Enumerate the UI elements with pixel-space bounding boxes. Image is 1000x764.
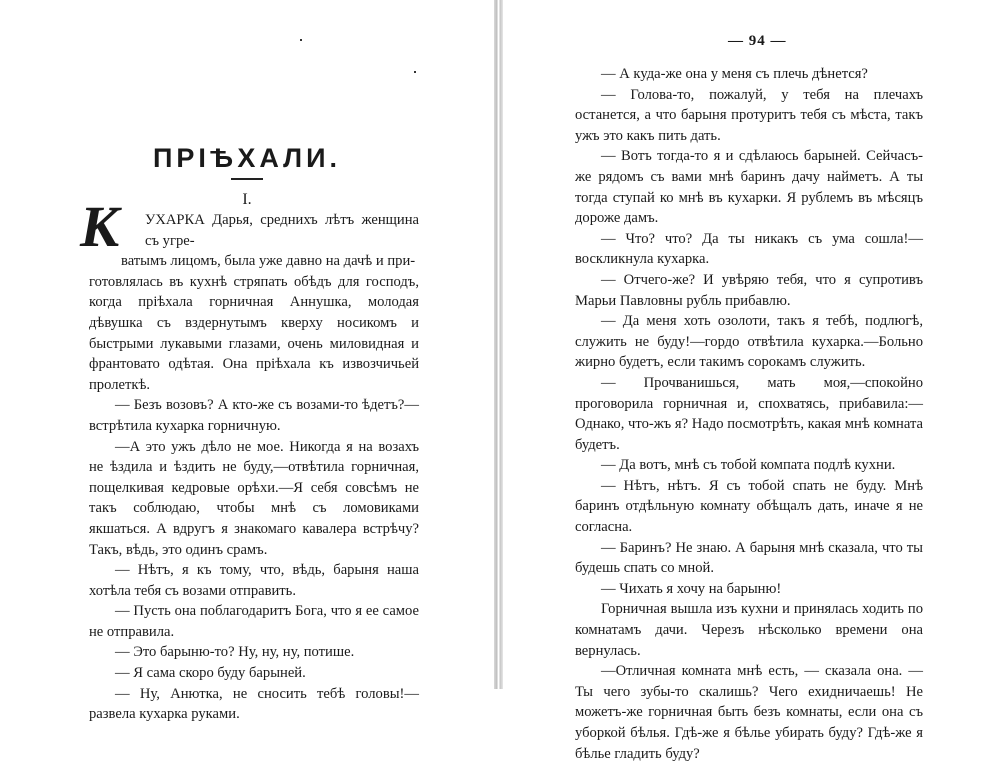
page-number: — 94 — bbox=[728, 33, 787, 49]
paragraph: Горничная вышла изъ кухни и принялась ходить по комнатамъ дачи. Черезъ нѣсколько времени она вернулась. bbox=[575, 601, 923, 659]
paragraph: — Да меня хоть озолоти, такъ я тебѣ, подлюгѣ, служить не буду!—гордо отвѣтила кухарка.—Больно жирно будетъ, если такимъ сорокамъ служить. bbox=[575, 313, 923, 371]
paragraph: — Нѣтъ, я къ тому, что, вѣдь, барыня наша хотѣла тебя съ возами отправить. bbox=[89, 562, 419, 599]
left-body-text bbox=[89, 210, 419, 725]
paragraph: — Голова-то, пожалуй, у тебя на плечахъ останется, а что барыня протуритъ тебя съ мѣста, такъ ужъ это какъ пить дать. bbox=[575, 86, 923, 144]
paragraph: — Вотъ тогда-то я и сдѣлаюсь барыней. Сейчасъ-же рядомъ съ вами мнѣ баринъ дачу найметъ. А ты тогда ступай ко мнѣ въ кухарки. Я рублемъ въ мѣсяцъ дороже дамъ. bbox=[575, 148, 923, 227]
print-speck bbox=[300, 39, 302, 41]
left-page bbox=[0, 0, 494, 723]
opening-paragraph bbox=[89, 210, 419, 395]
opening-continued: готовлялась въ кухнѣ стряпать обѣдъ для господъ, когда пріѣхала горничная Аннушка, молодая дѣвушка съ вздернутымъ кверху носикомъ и быстрыми лукавыми глазами, очень миловидная и франтовато одѣтая. Она пріѣхала къ извозчичьей пролеткѣ. bbox=[89, 273, 419, 393]
right-page bbox=[503, 0, 1000, 762]
paragraph: — Отчего-же? И увѣряю тебя, что я супротивъ Марьи Павловны рубль прибавлю. bbox=[575, 271, 923, 309]
paragraph: — Нѣтъ, нѣтъ. Я съ тобой спать не буду. Мнѣ баринъ отдѣльную комнату обѣщалъ дать, иначе я не согласна. bbox=[575, 477, 923, 536]
right-body-text bbox=[575, 64, 923, 764]
first-line: УХАРКА Дарья, среднихъ лѣтъ женщина съ угре- bbox=[145, 212, 419, 249]
paragraph: — Баринъ? Не знаю. А барыня мнѣ сказала, что ты будешь спать со мной. bbox=[575, 539, 923, 577]
paragraph: —А это ужъ дѣло не мое. Никогда я на возахъ не ѣздила и ѣздить не буду,—отвѣтила горничная, пощелкивая кедровые орѣхи.—Я себя совсѣмъ не такъ соблюдаю, чтобы мнѣ съ ломовиками якшаться. А вдругъ я знакомаго кавалера встрѣчу? Такъ, вѣдь, это одинъ срамъ. bbox=[89, 438, 419, 558]
paragraph: — Что? что? Да ты никакъ съ ума сошла!—воскликнула кухарка. bbox=[575, 230, 923, 268]
drop-cap: К bbox=[80, 194, 120, 259]
paragraph: — Прочванишься, мать моя,—спокойно проговорила горничная и, спохватясь, прибавила:—Однако, что-жъ я? Надо посмотрѣть, какая мнѣ комната будетъ. bbox=[575, 374, 923, 453]
paragraph: — Это барыню-то? Ну, ну, ну, потише. bbox=[115, 644, 355, 661]
paragraph: — Я сама скоро буду барыней. bbox=[115, 665, 306, 682]
chapter-number: I. bbox=[242, 191, 252, 208]
paragraph: — Да вотъ, мнѣ съ тобой компата подлѣ кухни. bbox=[601, 457, 896, 474]
print-speck bbox=[414, 71, 416, 73]
paragraph: — Безъ возовъ? А кто-же съ возами-то ѣдетъ?— встрѣтила кухарка горничную. bbox=[89, 397, 419, 434]
second-line: ватымъ лицомъ, была уже давно на дачѣ и при- bbox=[121, 253, 416, 270]
paragraph: — Чихать я хочу на барыню! bbox=[601, 580, 782, 597]
story-title: ПРІѢХАЛИ. bbox=[152, 143, 342, 173]
paragraph: — А куда-же она у меня съ плечь дѣнется? bbox=[601, 66, 868, 82]
paragraph: — Ну, Анютка, не сносить тебѣ головы!—развела кухарка руками. bbox=[89, 685, 419, 723]
paragraph: —Отличная комната мнѣ есть, — сказала она. — Ты чего зубы-то скалишь? Чего ехидничаешь! Не можетъ-же горничная быть безъ комнаты, если она съ уборкой бѣлья. Гдѣ-же я бѣлье убирать буду? Гдѣ-же я бѣлье гладить буду? bbox=[575, 663, 923, 762]
book-gutter bbox=[494, 0, 503, 689]
title-rule bbox=[231, 178, 263, 180]
paragraph: — Пусть она поблагодаритъ Бога, что я ее самое не отправила. bbox=[89, 603, 419, 640]
